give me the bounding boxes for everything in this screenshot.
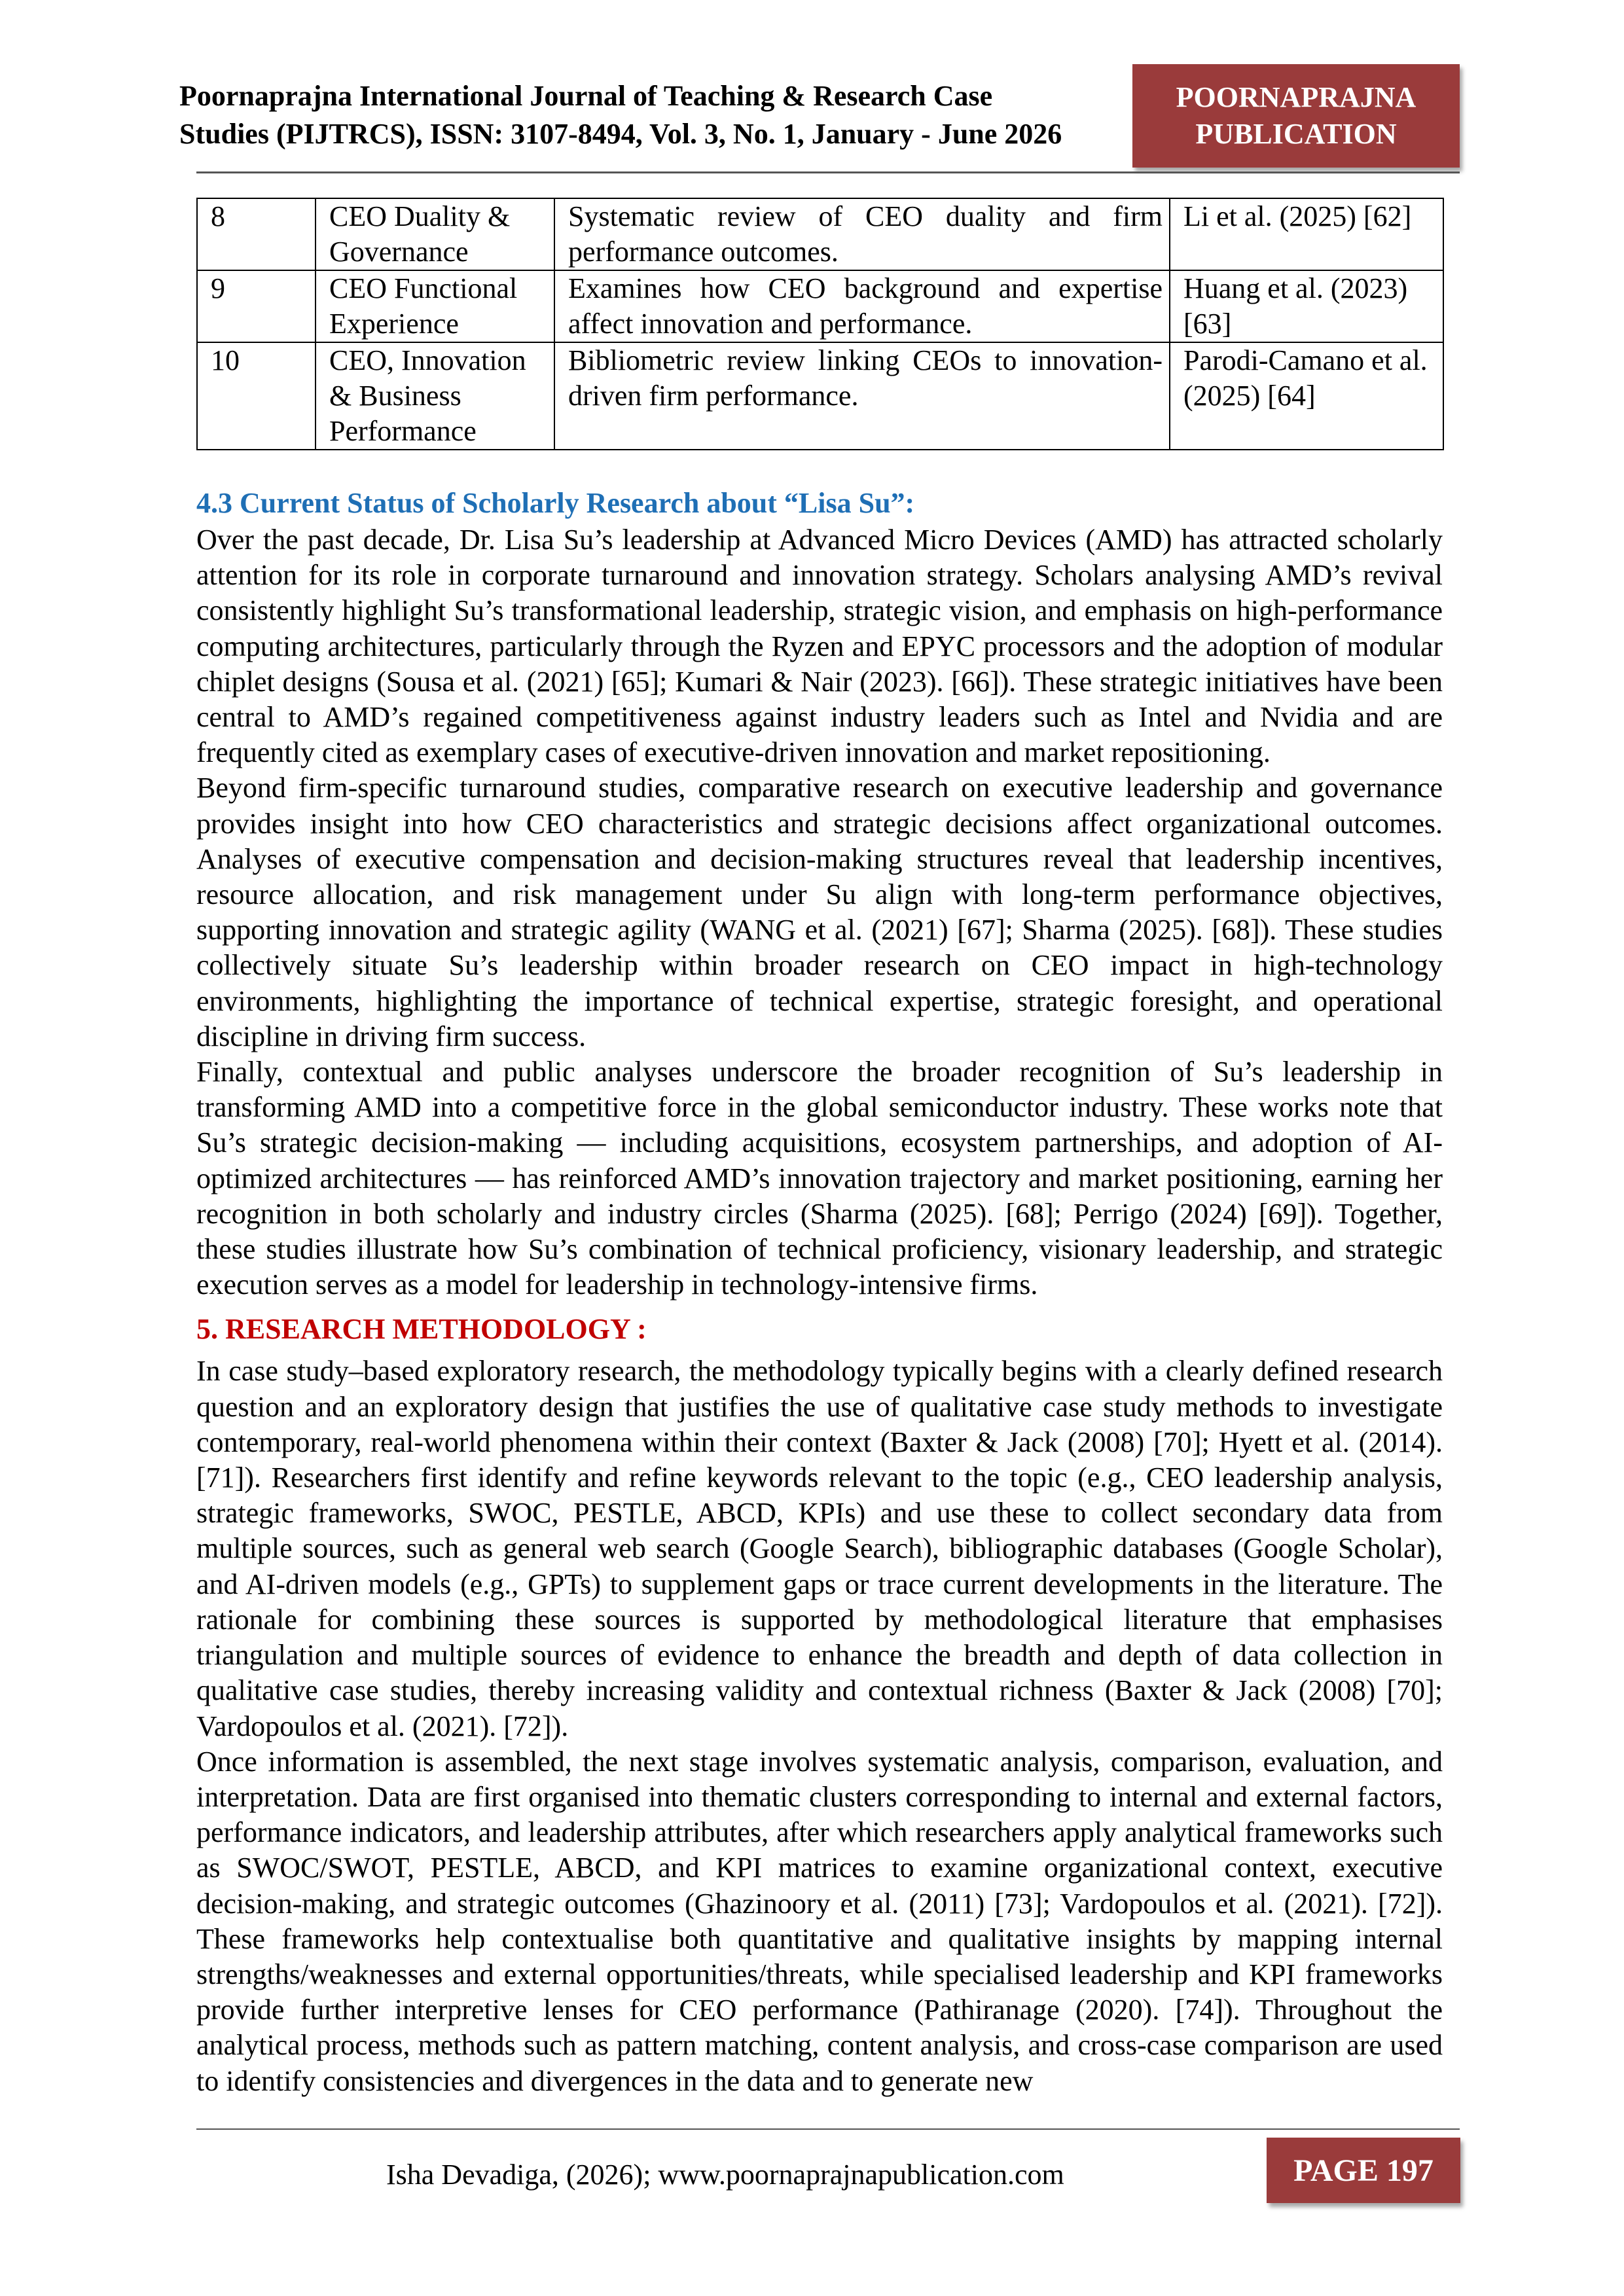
- research-focus: Bibliometric review linking CEOs to innovation-driven firm performance.: [554, 342, 1170, 450]
- journal-title-line-1: Poornaprajna International Journal of Teaching & Research Case: [179, 80, 993, 112]
- header-divider: [196, 171, 1460, 173]
- publisher-badge: [1132, 64, 1460, 168]
- row-number: 10: [197, 342, 316, 450]
- section-5-heading: 5. RESEARCH METHODOLOGY :: [196, 1313, 647, 1346]
- paragraph: Beyond firm-specific turnaround studies, comparative research on executive leadership and governance provides insight into how CEO characteristics and strategic decisions affect organizational outcomes. Analyses of executive compensation and decision-making structures reveal that leadership incentives, resource allocation, and risk management under Su align with long-term performance objectives, supporting innovation and strategic agility (WANG et al. (2021) [67]; Sharma (2025). [68]). These studies collectively situate Su’s leadership within broader research on CEO impact in high-technology environments, highlighting the importance of technical expertise, strategic foresight, and operational discipline in driving firm success.: [196, 772, 1443, 1052]
- row-number: 8: [197, 198, 316, 270]
- row-number: 9: [197, 270, 316, 342]
- publisher-name-line-2: PUBLICATION: [1195, 118, 1397, 150]
- journal-title-line-2: Studies (PIJTRCS), ISSN: 3107-8494, Vol. 3, No. 1, January - June 2026: [179, 118, 1062, 150]
- table-row: [197, 342, 1443, 450]
- article-body: [196, 486, 1443, 2099]
- paragraph: Over the past decade, Dr. Lisa Su’s leadership at Advanced Micro Devices (AMD) has attracted scholarly attention for its role in corporate turnaround and innovation strategy. Scholars analysing AMD’s revival consistently highlight Su’s transformational leadership, strategic vision, and emphasis on high-performance computing architectures, particularly through the Ryzen and EPYC processors and the adoption of modular chiplet designs (Sousa et al. (2021) [65]; Kumari & Nair (2023). [66]). These strategic initiatives have been central to AMD’s regained competitiveness against industry leaders such as Intel and Nvidia and are frequently cited as exemplary cases of executive-driven innovation and market repositioning.: [196, 524, 1443, 769]
- reference: Huang et al. (2023) [63]: [1170, 270, 1443, 342]
- footer-author-line: Isha Devadiga, (2026); www.poornaprajnapublication.com: [386, 2159, 1064, 2191]
- paragraph: Finally, contextual and public analyses underscore the broader recognition of Su’s leadership in transforming AMD into a competitive force in the global semiconductor industry. These works note that Su’s strategic decision-making — including acquisitions, ecosystem partnerships, and adoption of AI-optimized architectures — has reinforced AMD’s innovation trajectory and market positioning, earning her recognition in both scholarly and industry circles (Sharma (2025). [68]; Perrigo (2024) [69]). Together, these studies illustrate how Su’s combination of technical proficiency, visionary leadership, and strategic execution serves as a model for leadership in technology-intensive firms.: [196, 1056, 1443, 1301]
- reference: Li et al. (2025) [62]: [1170, 198, 1443, 270]
- publisher-name-line-1: POORNAPRAJNA: [1176, 81, 1416, 113]
- research-area: CEO, Innovation & Business Performance: [316, 342, 554, 450]
- paragraph: In case study–based exploratory research, the methodology typically begins with a clearly defined research question and an exploratory design that justifies the use of qualitative case study methods to investigate contemporary, real-world phenomena within their context (Baxter & Jack (2008) [70]; Hyett et al. (2014). [71]). Researchers first identify and refine keywords relevant to the topic (e.g., CEO leadership analysis, strategic frameworks, SWOC, PESTLE, ABCD, KPIs) and use these to collect secondary data from multiple sources, such as general web search (Google Search), bibliographic databases (Google Scholar), and AI-driven models (e.g., GPTs) to supplement gaps or trace current developments in the literature. The rationale for combining these sources is supported by methodological literature that emphasises triangulation and multiple sources of evidence to enhance the breadth and depth of data collection in qualitative case studies, thereby increasing validity and contextual richness (Baxter & Jack (2008) [70]; Vardopoulos et al. (2021). [72]).: [196, 1355, 1443, 1742]
- literature-table: [196, 198, 1444, 450]
- table-row: [197, 270, 1443, 342]
- research-area: CEO Functional Experience: [316, 270, 554, 342]
- research-focus: Examines how CEO background and expertise affect innovation and performance.: [554, 270, 1170, 342]
- paragraph: Once information is assembled, the next stage involves systematic analysis, comparison, evaluation, and interpretation. Data are first organised into thematic clusters corresponding to internal and external factors, performance indicators, and leadership attributes, after which researchers apply analytical frameworks such as SWOC/SWOT, PESTLE, ABCD, and KPI matrices to examine organizational context, executive decision-making, and strategic outcomes (Ghazinoory et al. (2011) [73]; Vardopoulos et al. (2021). [72]). These frameworks help contextualise both quantitative and qualitative insights by mapping internal strengths/weaknesses and external opportunities/threats, while specialised leadership and KPI frameworks provide further interpretive lenses for CEO performance (Pathiranage (2020). [74]). Throughout the analytical process, methods such as pattern matching, content analysis, and cross-case comparison are used to identify consistencies and divergences in the data and to generate new: [196, 1745, 1443, 2097]
- research-focus: Systematic review of CEO duality and firm performance outcomes.: [554, 198, 1170, 270]
- page-number-badge: PAGE 197: [1267, 2138, 1460, 2203]
- footer-divider: [196, 2128, 1460, 2130]
- section-4-3-heading: 4.3 Current Status of Scholarly Research about “Lisa Su”:: [196, 487, 915, 519]
- journal-header: [179, 77, 1148, 153]
- table-row: [197, 198, 1443, 270]
- research-area: CEO Duality & Governance: [316, 198, 554, 270]
- reference: Parodi-Camano et al. (2025) [64]: [1170, 342, 1443, 450]
